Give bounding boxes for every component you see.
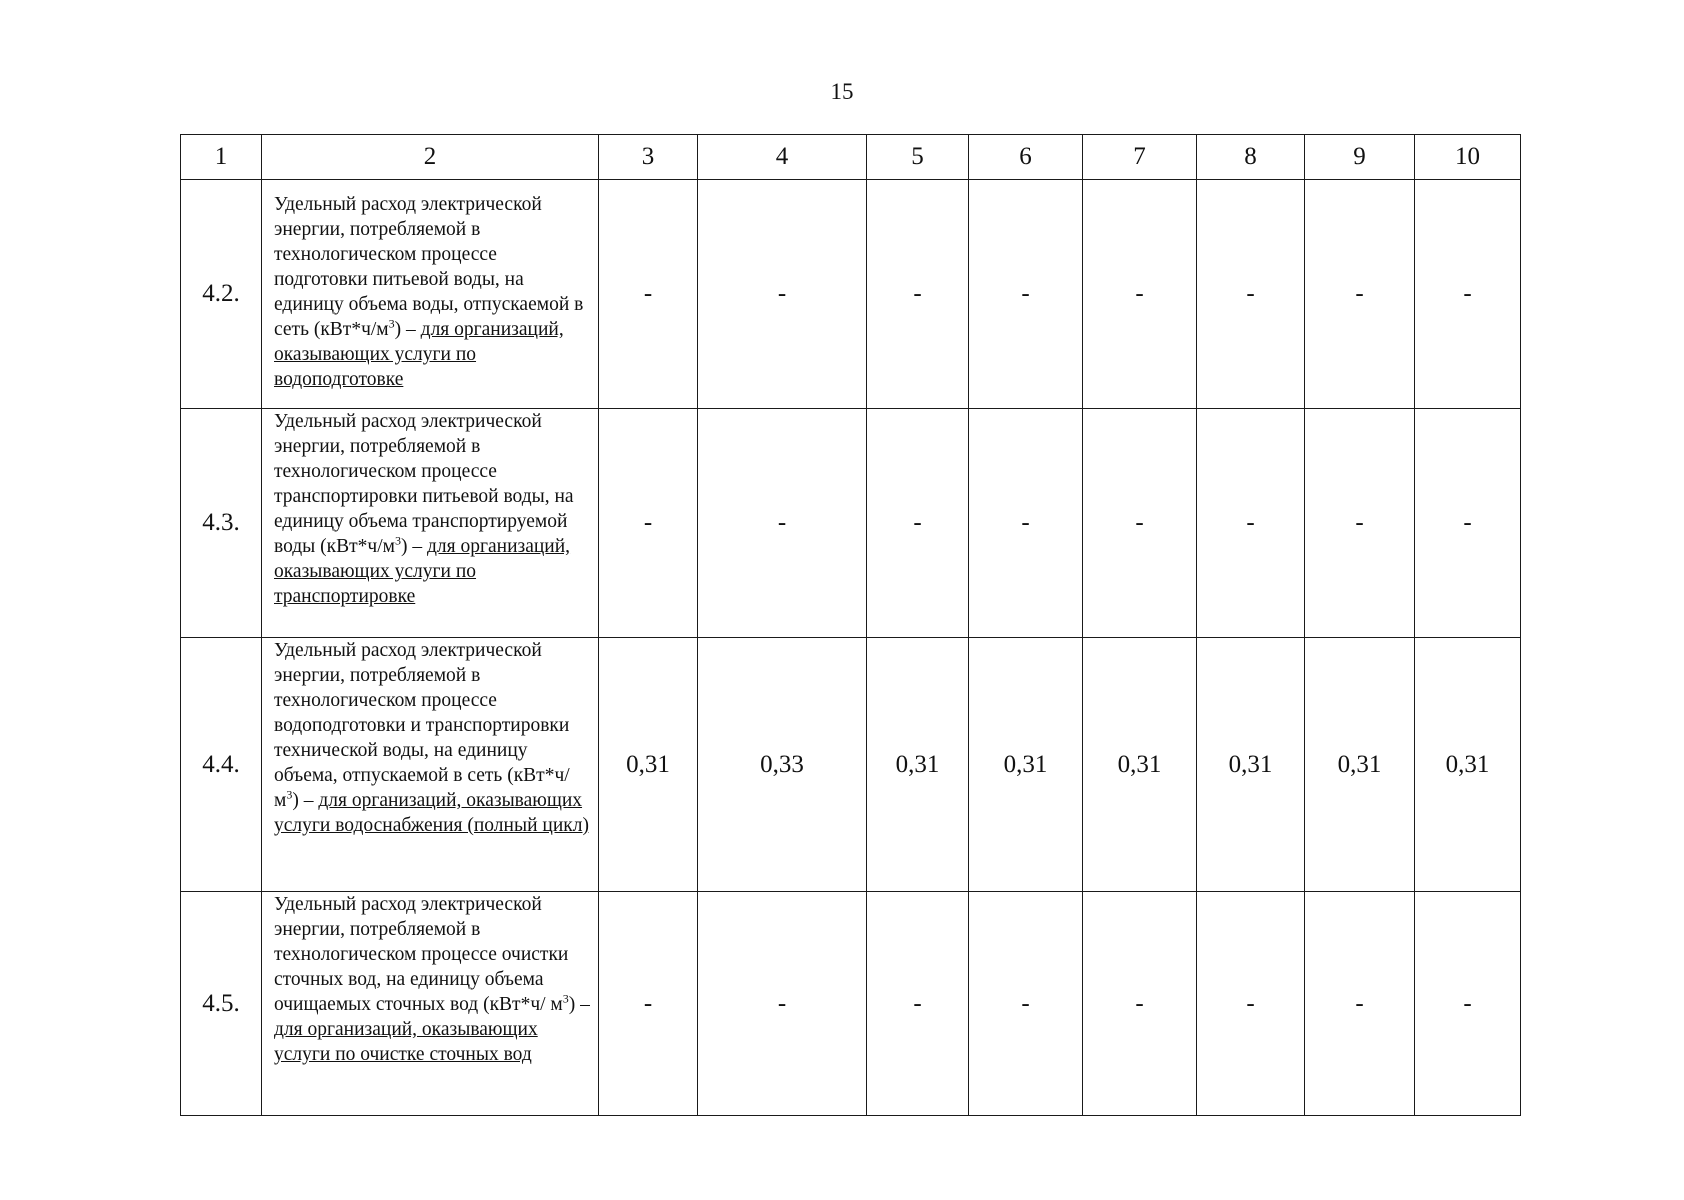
value-cell: - (599, 892, 698, 1116)
value-cell: - (1197, 892, 1305, 1116)
column-header: 5 (867, 135, 969, 180)
description-underlined: для организаций, оказывающих услуги по транспортировке (274, 536, 571, 607)
value-cell: 0,33 (698, 638, 867, 892)
value-cell: - (698, 409, 867, 638)
superscript: 3 (286, 787, 293, 802)
superscript: 3 (388, 316, 395, 331)
description-text: Удельный расход электрической энергии, потребляемой в технологическом процессе водоподготовки и транспортировки технической воды, на единицу объема, отпускаемой в сеть (кВт*ч/м (274, 640, 570, 811)
value-cell: 0,31 (1415, 638, 1521, 892)
page-number: 15 (830, 79, 854, 104)
description-underlined: для организаций, оказывающих услуги по водоподготовке (274, 319, 564, 390)
value-cell: 0,31 (1305, 638, 1415, 892)
description-text: ) – (292, 790, 319, 811)
column-header: 8 (1197, 135, 1305, 180)
value-cell: - (867, 180, 969, 409)
column-header: 10 (1415, 135, 1521, 180)
row-description (262, 638, 599, 892)
value-cell: 0,31 (867, 638, 969, 892)
description-text: Удельный расход электрической энергии, потребляемой в технологическом процессе транспортировки питьевой воды, на единицу объема транспортируемой воды (кВт*ч/м (274, 411, 574, 557)
row-description (262, 180, 599, 409)
superscript: 3 (394, 533, 401, 548)
row-number: 4.3. (181, 409, 262, 638)
description-text: ) – (568, 994, 590, 1015)
table-row (181, 409, 1521, 638)
description-text: ) – (400, 536, 427, 557)
value-cell: - (1305, 409, 1415, 638)
row-description (262, 409, 599, 638)
column-header: 9 (1305, 135, 1415, 180)
table-row (181, 638, 1521, 892)
row-description (262, 892, 599, 1116)
description-underlined: для организаций, оказывающих услуги по очистке сточных вод (274, 1019, 538, 1065)
value-cell: 0,31 (1197, 638, 1305, 892)
value-cell: - (1415, 409, 1521, 638)
value-cell: - (1305, 892, 1415, 1116)
value-cell: - (1083, 409, 1197, 638)
value-cell: 0,31 (969, 638, 1083, 892)
value-cell: - (867, 409, 969, 638)
value-cell: - (1305, 180, 1415, 409)
value-cell: - (969, 180, 1083, 409)
column-header: 3 (599, 135, 698, 180)
value-cell: 0,31 (1083, 638, 1197, 892)
value-cell: - (1197, 180, 1305, 409)
row-number: 4.4. (181, 638, 262, 892)
value-cell: - (1083, 180, 1197, 409)
value-cell: - (599, 409, 698, 638)
table-header-row (181, 135, 1521, 180)
value-cell: - (1415, 892, 1521, 1116)
column-header: 7 (1083, 135, 1197, 180)
value-cell: - (867, 892, 969, 1116)
row-number: 4.5. (181, 892, 262, 1116)
column-header: 1 (181, 135, 262, 180)
description-text: Удельный расход электрической энергии, потребляемой в технологическом процессе подготовки питьевой воды, на единицу объема воды, отпускаемой в сеть (кВт*ч/м (274, 194, 584, 340)
row-number: 4.2. (181, 180, 262, 409)
description-underlined: для организаций, оказывающих услуги водоснабжения (полный цикл) (274, 790, 589, 836)
column-header: 2 (262, 135, 599, 180)
table-row (181, 892, 1521, 1116)
superscript: 3 (562, 991, 569, 1006)
column-header: 6 (969, 135, 1083, 180)
description-text: Удельный расход электрической энергии, потребляемой в технологическом процессе очистки сточных вод, на единицу объема очищаемых сточных вод (кВт*ч/ м (274, 894, 569, 1015)
table-row (181, 180, 1521, 409)
description-text: ) – (394, 319, 421, 340)
value-cell: - (599, 180, 698, 409)
value-cell: - (698, 180, 867, 409)
value-cell: - (1415, 180, 1521, 409)
value-cell: - (969, 892, 1083, 1116)
column-header: 4 (698, 135, 867, 180)
value-cell: - (1197, 409, 1305, 638)
value-cell: 0,31 (599, 638, 698, 892)
value-cell: - (698, 892, 867, 1116)
value-cell: - (969, 409, 1083, 638)
value-cell: - (1083, 892, 1197, 1116)
indicators-table (180, 134, 1521, 1116)
